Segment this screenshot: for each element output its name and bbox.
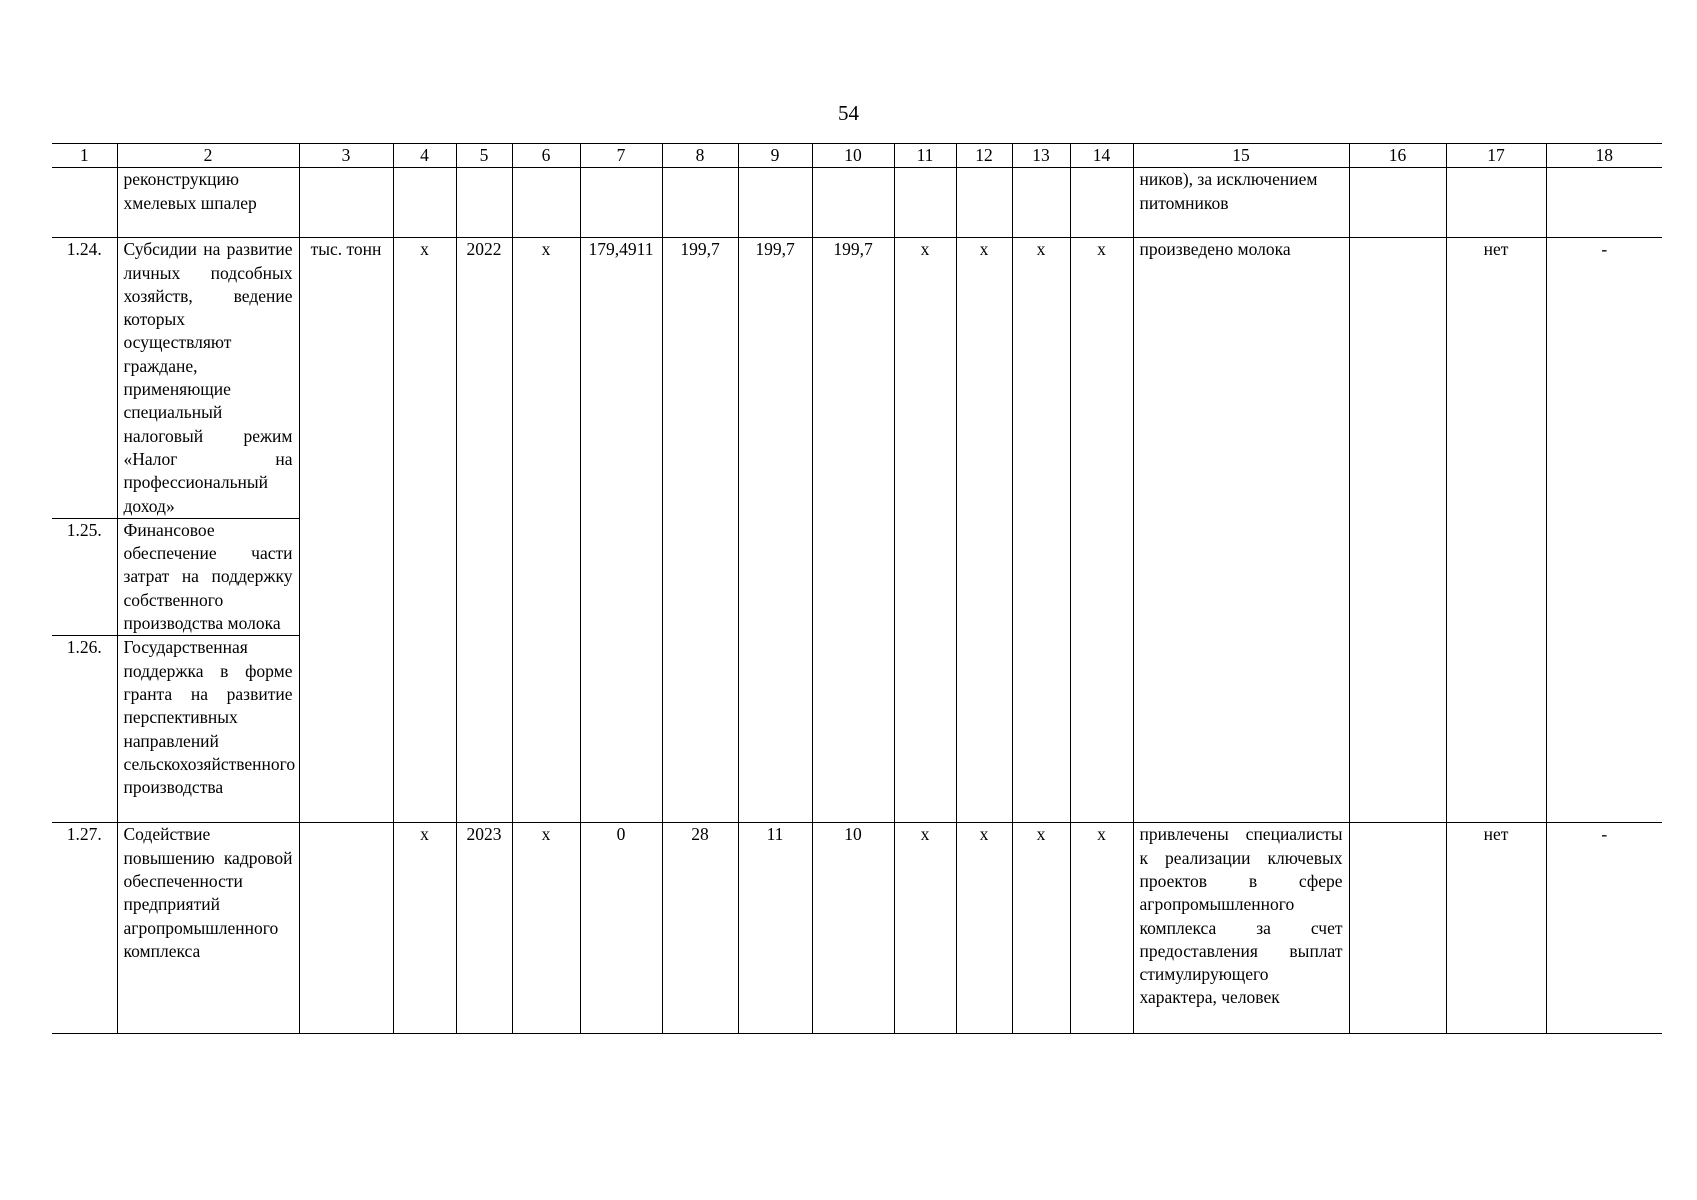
- cell: [1349, 238, 1446, 823]
- measure-name: реконструкцию хмелевых шпалер: [117, 168, 299, 238]
- col-header: 5: [456, 144, 512, 168]
- col-header: 18: [1546, 144, 1662, 168]
- cell: х: [1012, 823, 1070, 1034]
- col-header: 2: [117, 144, 299, 168]
- unit-cell: тыс. тонн: [299, 238, 393, 823]
- measure-name: Финансовое обеспечение части затрат на поддержку собственного производства молока: [117, 518, 299, 635]
- cell: нет: [1446, 238, 1546, 823]
- col-header: 7: [580, 144, 662, 168]
- cell: 199,7: [738, 238, 812, 823]
- col-header: 8: [662, 144, 738, 168]
- cell: -: [1546, 238, 1662, 823]
- result-text: ников), за исключением питомников: [1133, 168, 1349, 238]
- unit-cell: [299, 823, 393, 1034]
- header-row: [52, 144, 1662, 168]
- cell: -: [1546, 823, 1662, 1034]
- program-table: [52, 143, 1662, 1034]
- measure-name: Содействие повышению кадровой обеспеченности предприятий агропромышленного комплекса: [117, 823, 299, 1034]
- cell: х: [1070, 823, 1133, 1034]
- cell: х: [894, 238, 956, 823]
- row-number: 1.25.: [52, 518, 117, 635]
- col-header: 1: [52, 144, 117, 168]
- cell: 199,7: [662, 238, 738, 823]
- row-number: 1.27.: [52, 823, 117, 1034]
- col-header: 3: [299, 144, 393, 168]
- cell: 2022: [456, 238, 512, 823]
- cell: 0: [580, 823, 662, 1034]
- col-header: 13: [1012, 144, 1070, 168]
- col-header: 9: [738, 144, 812, 168]
- col-header: 6: [512, 144, 580, 168]
- col-header: 16: [1349, 144, 1446, 168]
- row-number: 1.24.: [52, 238, 117, 519]
- cell: нет: [1446, 823, 1546, 1034]
- result-text: привлечены специалисты к реализации ключевых проектов в сфере агропромышленного комплекса за счет предоставления выплат стимулирующего характера, человек: [1133, 823, 1349, 1034]
- table-row: [52, 823, 1662, 1034]
- cell: х: [956, 823, 1012, 1034]
- cell: 11: [738, 823, 812, 1034]
- cell: 10: [812, 823, 894, 1034]
- cell: х: [894, 823, 956, 1034]
- measure-name: Государственная поддержка в форме гранта на развитие перспективных направлений сельскохозяйственного производства: [117, 636, 299, 823]
- col-header: 14: [1070, 144, 1133, 168]
- row-number: 1.26.: [52, 636, 117, 823]
- cell: х: [512, 238, 580, 823]
- cell: 2023: [456, 823, 512, 1034]
- col-header: 10: [812, 144, 894, 168]
- col-header: 4: [393, 144, 456, 168]
- cell: х: [512, 823, 580, 1034]
- page-number: 54: [838, 101, 859, 125]
- cell: х: [1070, 238, 1133, 823]
- cell: 28: [662, 823, 738, 1034]
- col-header: 11: [894, 144, 956, 168]
- table-row-continued: [52, 168, 1662, 238]
- cell: х: [393, 238, 456, 823]
- cell: 199,7: [812, 238, 894, 823]
- col-header: 15: [1133, 144, 1349, 168]
- cell: х: [956, 238, 1012, 823]
- col-header: 17: [1446, 144, 1546, 168]
- col-header: 12: [956, 144, 1012, 168]
- cell: х: [393, 823, 456, 1034]
- cell: 179,4911: [580, 238, 662, 823]
- result-text: произведено молока: [1133, 238, 1349, 823]
- cell: [1349, 823, 1446, 1034]
- measure-name: Субсидии на развитие личных подсобных хозяйств, ведение которых осуществляют граждане, применяющие специальный налоговый режим «Налог на профессиональный доход»: [117, 238, 299, 519]
- table-row: [52, 238, 1662, 519]
- cell: х: [1012, 238, 1070, 823]
